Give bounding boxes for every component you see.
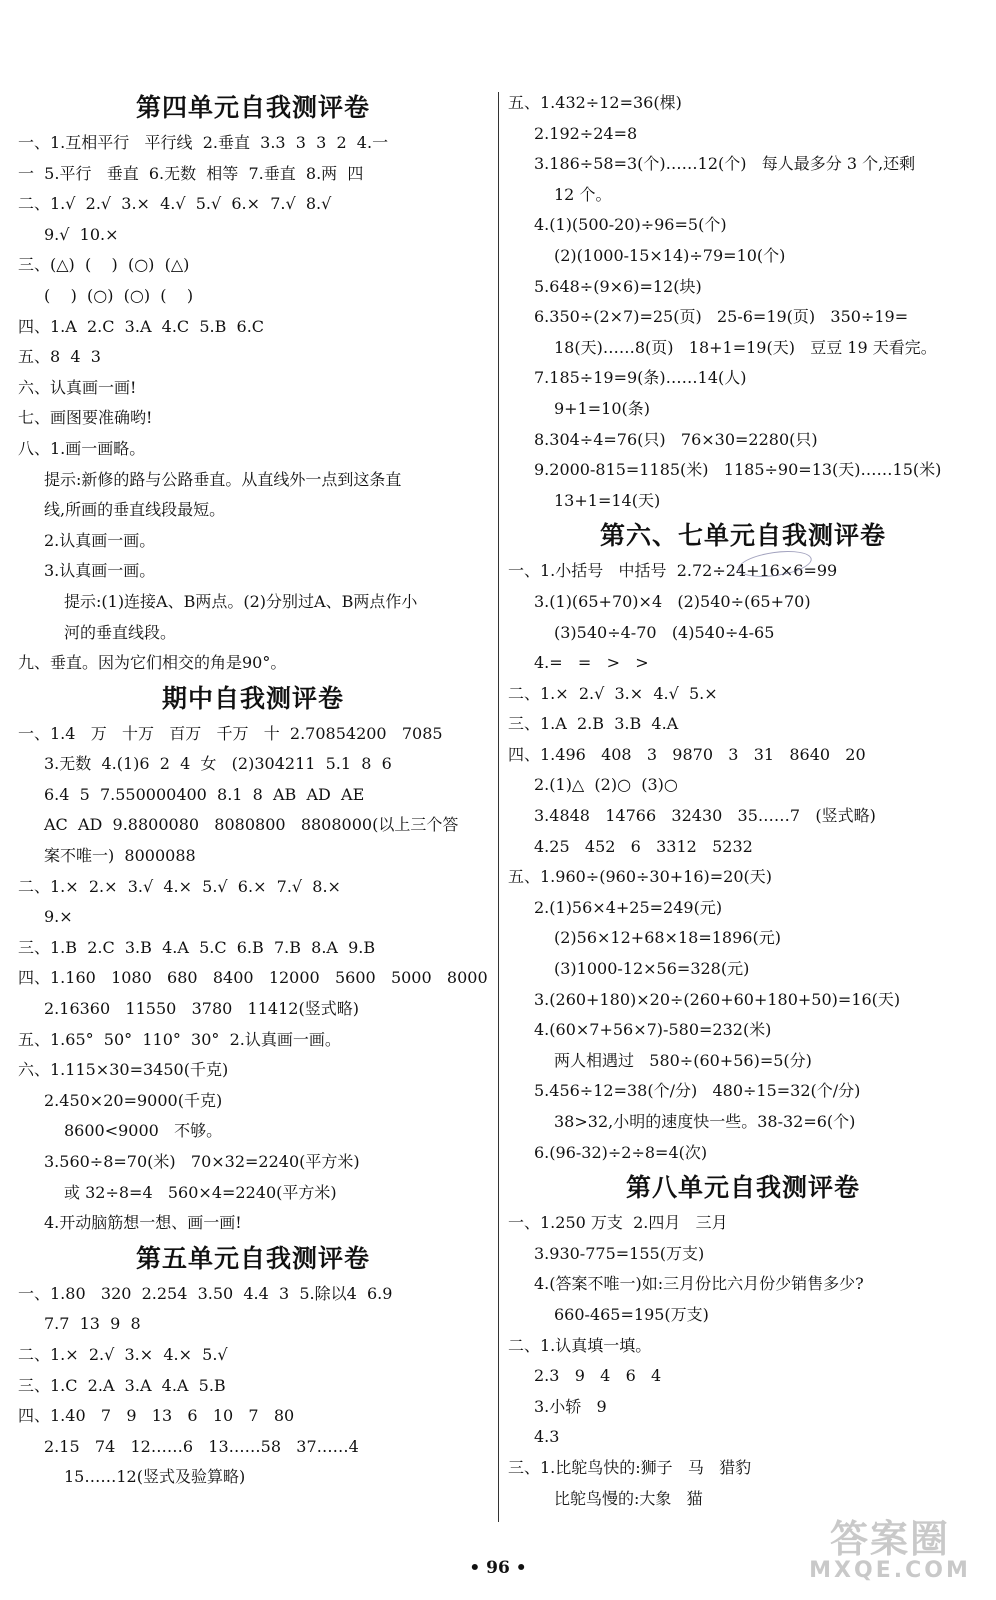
answer-line: 9+1=10(条)	[554, 398, 651, 418]
answer-line: 六、认真画一画!	[18, 377, 137, 397]
answer-line: 7.7 13 9 8	[44, 1314, 141, 1334]
answer-line: 比鸵鸟慢的:大象 猫	[554, 1488, 703, 1508]
answer-line: 四、1.A 2.C 3.A 4.C 5.B 6.C	[18, 316, 265, 336]
answer-line: 2.15 74 12……6 13……58 37……4	[44, 1436, 359, 1456]
answer-line: 两人相遇过 580÷(60+56)=5(分)	[554, 1050, 812, 1070]
answer-line: 2.(1)△ (2)○ (3)○	[534, 775, 678, 795]
answer-line: 五、1.432÷12=36(棵)	[508, 93, 682, 112]
answer-line: 38>32,小明的速度快一些。38-32=6(个)	[554, 1112, 856, 1131]
answer-line: 2.(1)56×4+25=249(元)	[534, 897, 723, 917]
answer-line: 9.2000-815=1185(米) 1185÷90=13(天)……15(米)	[534, 460, 942, 480]
answer-line: 5.456÷12=38(个/分) 480÷15=32(个/分)	[534, 1081, 861, 1101]
answer-line: 9.√ 10.×	[44, 224, 119, 244]
answer-line: 二、1.× 2.√ 3.× 4.× 5.√	[18, 1344, 228, 1364]
answer-line: 一、1.250 万支 2.四月 三月	[508, 1213, 728, 1233]
answer-line: 案不唯一) 8000088	[44, 846, 196, 866]
answer-line: 一、1.互相平行 平行线 2.垂直 3.3 3 3 2 4.一	[18, 133, 389, 152]
answer-line: 4.3	[534, 1427, 560, 1447]
section-heading: 第五单元自我测评卷	[135, 1243, 370, 1273]
answer-line: 一、1.小括号 中括号 2.72÷24+16×6=99	[508, 561, 838, 581]
answer-line: 3.(260+180)×20÷(260+60+180+50)=16(天)	[534, 989, 901, 1009]
answer-line: 或 32÷8=4 560×4=2240(平方米)	[64, 1182, 337, 1202]
answer-line: 四、1.40 7 9 13 6 10 7 80	[18, 1406, 295, 1426]
answer-line: 3.(1)(65+70)×4 (2)540÷(65+70)	[534, 591, 811, 611]
left-column	[18, 88, 488, 1493]
answer-line: 3.认真画一画。	[44, 561, 156, 581]
section-heading: 第六、七单元自我测评卷	[599, 521, 886, 551]
column-divider	[498, 92, 499, 1522]
answer-line: 8600<9000 不够。	[64, 1121, 223, 1141]
answer-line: 15……12(竖式及验算略)	[64, 1467, 246, 1487]
answer-line: 线,所画的垂直线段最短。	[44, 500, 226, 520]
answer-line: 6.(96-32)÷2÷8=4(次)	[534, 1142, 708, 1162]
answer-line: 2.192÷24=8	[534, 123, 638, 143]
answer-line: 6.4 5 7.550000400 8.1 8 AB AD AE	[44, 784, 365, 804]
answer-line: 四、1.496 408 3 9870 3 31 8640 20	[508, 744, 866, 764]
answer-line: 三、1.比鸵鸟快的:狮子 马 猎豹	[508, 1457, 752, 1477]
answer-line: 三、1.A 2.B 3.B 4.A	[508, 714, 679, 734]
answer-line: 660-465=195(万支)	[554, 1304, 709, 1324]
watermark-text: 答案圈	[829, 1517, 950, 1561]
answer-line: 4.(1)(500-20)÷96=5(个)	[534, 215, 727, 235]
answer-line: 4.= = > >	[534, 653, 649, 673]
answer-line: 二、1.认真填一填。	[508, 1335, 652, 1355]
answer-line: 三、1.C 2.A 3.A 4.A 5.B	[18, 1375, 226, 1395]
answer-line: 四、1.160 1080 680 8400 12000 5600 5000 8000	[18, 968, 488, 988]
answer-line: 一、1.4 万 十万 百万 千万 十 2.70854200 7085	[18, 723, 443, 743]
answer-line: 6.350÷(2×7)=25(页) 25-6=19(页) 350÷19=	[534, 307, 909, 327]
answer-line: 2.450×20=9000(千克)	[44, 1090, 223, 1110]
answer-line: 五、1.960÷(960÷30+16)=20(天)	[508, 867, 773, 887]
answer-line: 提示:(1)连接A、B两点。(2)分别过A、B两点作小	[64, 591, 418, 611]
answer-line: 河的垂直线段。	[64, 622, 177, 642]
answer-line: 五、1.65° 50° 110° 30° 2.认真画一画。	[18, 1029, 341, 1049]
answer-line: 2.认真画一画。	[44, 530, 156, 550]
answer-line: 4.开动脑筋想一想、画一画!	[44, 1213, 242, 1233]
answer-line: 3.560÷8=70(米) 70×32=2240(平方米)	[44, 1152, 360, 1171]
section-heading: 期中自我测评卷	[161, 683, 344, 713]
page-number: • 96 •	[469, 1558, 527, 1578]
answer-line: 3.186÷58=3(个)……12(个) 每人最多分 3 个,还剩	[534, 154, 916, 174]
answer-line: 提示:新修的路与公路垂直。从直线外一点到这条直	[44, 469, 402, 489]
answer-line: 8.304÷4=76(只) 76×30=2280(只)	[534, 429, 818, 449]
answer-line: 七、画图要准确哟!	[18, 408, 153, 428]
answer-line: 3.930-775=155(万支)	[534, 1243, 705, 1263]
answer-line: 18(天)……8(页) 18+1=19(天) 豆豆 19 天看完。	[554, 337, 937, 357]
answer-line: AC AD 9.8800080 8080800 8808000(以上三个答	[44, 815, 459, 835]
answer-line: 五、8 4 3	[18, 347, 101, 367]
answer-line: 13+1=14(天)	[554, 490, 661, 510]
answer-line: 9.×	[44, 907, 73, 927]
watermark-logo	[790, 1517, 990, 1596]
answer-line: 4.25 452 6 3312 5232	[534, 836, 753, 856]
answer-line: 三、1.B 2.C 3.B 4.A 5.C 6.B 7.B 8.A 9.B	[18, 937, 376, 957]
answer-line: 二、1.× 2.√ 3.× 4.√ 5.×	[508, 683, 718, 703]
answer-line: (2)56×12+68×18=1896(元)	[554, 928, 781, 948]
answer-line: 六、1.115×30=3450(千克)	[18, 1060, 229, 1080]
answer-line: 2.16360 11550 3780 11412(竖式略)	[44, 999, 359, 1019]
answer-line: 二、1.√ 2.√ 3.× 4.√ 5.√ 6.× 7.√ 8.√	[18, 194, 332, 214]
section-heading: 第八单元自我测评卷	[625, 1173, 860, 1203]
answer-line: (3)540÷4-70 (4)540÷4-65	[554, 622, 775, 642]
answer-line: ( ) (○) (○) ( )	[44, 285, 194, 305]
answer-line: 一 5.平行 垂直 6.无数 相等 7.垂直 8.两 四	[18, 163, 364, 183]
answer-line: 3.无数 4.(1)6 2 4 女 (2)304211 5.1 8 6	[44, 754, 392, 774]
answer-line: 4.(60×7+56×7)-580=232(米)	[534, 1020, 772, 1040]
answer-line: (2)(1000-15×14)÷79=10(个)	[554, 245, 786, 265]
answer-line: 九、垂直。因为它们相交的角是90°。	[18, 653, 287, 673]
answer-line: 一、1.80 320 2.254 3.50 4.4 3 5.除以4 6.9	[18, 1283, 393, 1303]
section-heading: 第四单元自我测评卷	[135, 93, 370, 122]
answer-line: 4.(答案不唯一)如:三月份比六月份少销售多少?	[534, 1274, 864, 1294]
answer-line: 二、1.× 2.× 3.√ 4.× 5.√ 6.× 7.√ 8.×	[18, 876, 341, 896]
answer-line: 7.185÷19=9(条)……14(人)	[534, 368, 747, 388]
answer-line: 3.4848 14766 32430 35……7 (竖式略)	[534, 806, 876, 826]
watermark-url: MXQE.COM	[809, 1558, 971, 1583]
answer-line: (3)1000-12×56=328(元)	[554, 959, 750, 979]
right-column	[508, 88, 978, 1514]
answer-line: 八、1.画一画略。	[18, 438, 146, 458]
answer-line: 12 个。	[554, 184, 612, 204]
answer-line: 2.3 9 4 6 4	[534, 1366, 662, 1386]
answer-line: 3.小轿 9	[534, 1396, 607, 1416]
answer-line: 三、(△) ( ) (○) (△)	[18, 255, 190, 275]
answer-line: 5.648÷(9×6)=12(块)	[534, 276, 702, 296]
